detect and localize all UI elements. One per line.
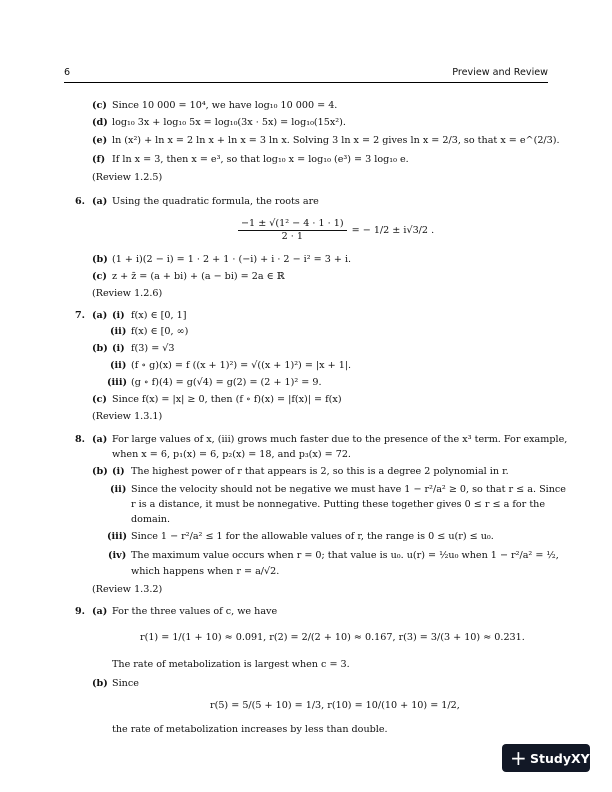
line-9a-conclusion: The rate of metabolization is largest when c = 3. (112, 659, 350, 670)
metabolization-rates: r(1) = 1/(1 + 10) ≈ 0.091, r(2) = 2/(2 + 10) ≈ 0.167, r(3) = 3/(3 + 10) ≈ 0.231. (140, 632, 525, 643)
plus-icon: + (510, 746, 527, 770)
metabolization-comparison: r(5) = 5/(5 + 10) = 1/3, r(10) = 10/(10 + 10) = 1/2, (210, 700, 460, 711)
line-8b-iv-2: which happens when r = a/√2. (131, 566, 280, 577)
label-6b: (b) (92, 254, 108, 265)
label-6c: (c) (92, 271, 107, 282)
line-8b-iv-1: The maximum value occurs when r = 0; that value is u₀. u(r) = ½u₀ when 1 − r²/a² = ½, (131, 550, 559, 561)
line-8b-ii-2: r is a distance, it must be nonnegative. Putting these together gives 0 ≤ r ≤ a for the (131, 499, 546, 510)
label-8b-ii: (ii) (110, 484, 127, 495)
line-7b-ii: (f ∘ g)(x) = f ((x + 1)²) = √((x + 1)²) = |x + 1|. (131, 360, 352, 371)
label-5e: (e) (92, 135, 108, 146)
logo-text: StudyXY (530, 751, 590, 766)
label-5f: (f) (92, 154, 106, 165)
quadratic-denominator: 2 · 1 (281, 230, 303, 242)
line-7a-i: f(x) ∈ [0, 1] (131, 310, 187, 321)
review-ref-5: (Review 1.2.5) (92, 172, 163, 183)
line-5c: Since 10 000 = 10⁴, we have log₁₀ 10 000 = 4. (112, 100, 338, 111)
label-5d: (d) (92, 117, 108, 128)
review-ref-6: (Review 1.2.6) (92, 288, 163, 299)
label-8b-i: (i) (112, 466, 125, 477)
line-9b-conclusion: the rate of metabolization increases by less than double. (112, 724, 388, 735)
review-ref-7: (Review 1.3.1) (92, 411, 163, 422)
label-7b: (b) (92, 343, 108, 354)
quadratic-fraction (238, 218, 347, 243)
label-8a: (a) (92, 434, 108, 445)
line-6a: Using the quadratic formula, the roots are (112, 196, 319, 207)
label-7b-iii: (iii) (107, 377, 128, 388)
quadratic-numerator: −1 ± √(1² − 4 · 1 · 1) (238, 218, 347, 231)
problem-8-number: 8. (75, 434, 86, 445)
line-8a-1: For large values of x, (iii) grows much faster due to the presence of the x³ term. For example, (112, 434, 568, 445)
line-5d: log₁₀ 3x + log₁₀ 5x = log₁₀(3x · 5x) = log₁₀(15x²). (112, 117, 346, 128)
line-7a-ii: f(x) ∈ [0, ∞) (131, 326, 189, 337)
studyxy-logo (502, 744, 590, 772)
problem-7-number: 7. (75, 310, 86, 321)
line-6c: z + z̄ = (a + bi) + (a − bi) = 2a ∈ ℝ (112, 271, 285, 282)
page-number: 6 (64, 67, 71, 78)
label-7b-ii: (ii) (110, 360, 127, 371)
label-7b-i: (i) (112, 343, 125, 354)
problem-9-number: 9. (75, 606, 86, 617)
line-7b-iii: (g ∘ f)(4) = g(√4) = g(2) = (2 + 1)² = 9. (131, 377, 322, 388)
label-5c: (c) (92, 100, 107, 111)
label-8b-iii: (iii) (107, 531, 128, 542)
label-9a: (a) (92, 606, 108, 617)
running-title: Preview and Review (452, 67, 548, 78)
line-8b-ii-1: Since the velocity should not be negative we must have 1 − r²/a² ≥ 0, so that r ≤ a. Since (131, 484, 566, 495)
line-8b-ii-3: domain. (131, 514, 171, 525)
line-5e: ln (x²) + ln x = 2 ln x + ln x = 3 ln x. Solving 3 ln x = 2 gives ln x = 2/3, so that x = e^(2/3). (112, 135, 560, 146)
line-5f: If ln x = 3, then x = e³, so that log₁₀ x = log₁₀ (e³) = 3 log₁₀ e. (112, 154, 409, 165)
label-7a-i: (i) (112, 310, 125, 321)
label-7a: (a) (92, 310, 108, 321)
quadratic-formula (236, 218, 434, 243)
line-9b: Since (112, 678, 139, 689)
line-7c: Since f(x) = |x| ≥ 0, then (f ∘ f)(x) = |f(x)| = f(x) (112, 394, 342, 405)
quadratic-result: = − 1/2 ± i√3/2 . (351, 224, 435, 236)
label-6a: (a) (92, 196, 108, 207)
line-8b-iii: Since 1 − r²/a² ≤ 1 for the allowable values of r, the range is 0 ≤ u(r) ≤ u₀. (131, 531, 494, 542)
label-8b: (b) (92, 466, 108, 477)
line-9a: For the three values of c, we have (112, 606, 278, 617)
problem-6-number: 6. (75, 196, 86, 207)
review-ref-8: (Review 1.3.2) (92, 584, 163, 595)
line-8b-i: The highest power of r that appears is 2, so this is a degree 2 polynomial in r. (131, 466, 509, 477)
label-7a-ii: (ii) (110, 326, 127, 337)
line-6b: (1 + i)(2 − i) = 1 · 2 + 1 · (−i) + i · 2 − i² = 3 + i. (112, 254, 352, 265)
label-7c: (c) (92, 394, 107, 405)
line-7b-i: f(3) = √3 (131, 343, 175, 354)
line-8a-2: when x = 6, p₁(x) = 6, p₂(x) = 18, and p₃(x) = 72. (112, 449, 351, 460)
label-8b-iv: (iv) (108, 550, 127, 561)
header-rule (64, 82, 548, 83)
page-header (64, 67, 548, 83)
label-9b: (b) (92, 678, 108, 689)
